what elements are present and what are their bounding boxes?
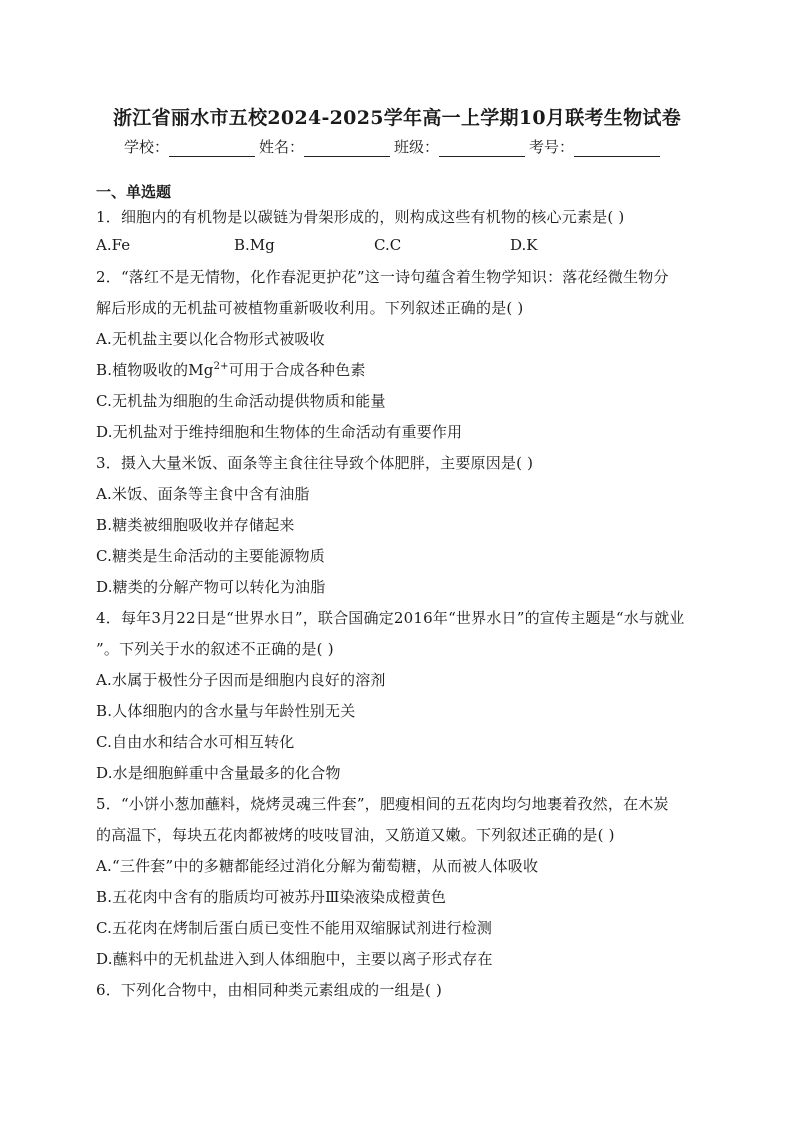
q5-option-d: D.蘸料中的无机盐进入到人体细胞中，主要以离子形式存在 [96, 950, 493, 968]
school-blank[interactable] [169, 142, 255, 157]
q1-option-a: A.Fe [96, 236, 131, 254]
q2-option-a: A.无机盐主要以化合物形式被吸收 [96, 330, 325, 348]
q1-option-b: B.Mg [234, 236, 275, 254]
q5-option-b: B.五花肉中含有的脂质均可被苏丹Ⅲ染液染成橙黄色 [96, 888, 447, 906]
q2-option-c: C.无机盐为细胞的生命活动提供物质和能量 [96, 392, 386, 410]
q3-option-a: A.米饭、面条等主食中含有油脂 [96, 485, 310, 503]
question-2-stem-line-2: 解后形成的无机盐可被植物重新吸收利用。下列叙述正确的是( ) [96, 299, 524, 317]
q4-option-b: B.人体细胞内的含水量与年龄性别无关 [96, 702, 356, 720]
q2-option-b-pre: B.植物吸收的Mg [96, 361, 214, 379]
q2-option-b-post: 可用于合成各种色素 [228, 361, 366, 379]
exam-no-label: 考号： [529, 138, 575, 156]
exam-no-blank[interactable] [574, 142, 660, 157]
question-4-stem-line-2: ”。下列关于水的叙述不正确的是( ) [96, 640, 334, 658]
q3-option-b: B.糖类被细胞吸收并存储起来 [96, 516, 295, 534]
q1-option-c: C.C [374, 236, 402, 254]
section-heading: 一、单选题 [96, 183, 172, 201]
question-5-stem-line-1: 5．“小饼小葱加蘸料，烧烤灵魂三件套”，肥瘦相间的五花肉均匀地裹着孜然，在木炭 [96, 795, 669, 813]
class-label: 班级： [394, 138, 440, 156]
q2-option-b [96, 359, 366, 380]
q4-option-c: C.自由水和结合水可相互转化 [96, 733, 295, 751]
q2-option-b-superscript: 2+ [213, 361, 229, 372]
school-label: 学校： [124, 138, 170, 156]
student-info-row [124, 136, 664, 157]
q1-option-d: D.K [510, 236, 538, 254]
q2-option-d: D.无机盐对于维持细胞和生物体的生命活动有重要作用 [96, 423, 463, 441]
class-blank[interactable] [439, 142, 525, 157]
question-1-stem: 1．细胞内的有机物是以碳链为骨架形成的，则构成这些有机物的核心元素是( ) [96, 208, 625, 226]
exam-title: 浙江省丽水市五校2024-2025学年高一上学期10月联考生物试卷 [113, 107, 681, 129]
q3-option-c: C.糖类是生命活动的主要能源物质 [96, 547, 325, 565]
name-label: 姓名： [259, 138, 305, 156]
question-1-options [96, 236, 596, 256]
question-4-stem-line-1: 4．每年3月22日是“世界水日”，联合国确定2016年“世界水日”的宣传主题是“水与就业 [96, 609, 685, 627]
q4-option-a: A.水属于极性分子因而是细胞内良好的溶剂 [96, 671, 386, 689]
question-5-stem-line-2: 的高温下，每块五花肉都被烤的吱吱冒油，又筋道又嫩。下列叙述正确的是( ) [96, 826, 615, 844]
question-3-stem: 3．摄入大量米饭、面条等主食往往导致个体肥胖，主要原因是( ) [96, 454, 534, 472]
q4-option-d: D.水是细胞鲜重中含量最多的化合物 [96, 764, 341, 782]
question-2-stem-line-1: 2．“落红不是无情物，化作春泥更护花”这一诗句蕴含着生物学知识：落花经微生物分 [96, 268, 669, 286]
question-6-stem: 6．下列化合物中，由相同种类元素组成的一组是( ) [96, 981, 443, 999]
q5-option-c: C.五花肉在烤制后蛋白质已变性不能用双缩脲试剂进行检测 [96, 919, 493, 937]
q5-option-a: A.“三件套”中的多糖都能经过消化分解为葡萄糖，从而被人体吸收 [96, 857, 539, 875]
name-blank[interactable] [304, 142, 390, 157]
q3-option-d: D.糖类的分解产物可以转化为油脂 [96, 578, 326, 596]
